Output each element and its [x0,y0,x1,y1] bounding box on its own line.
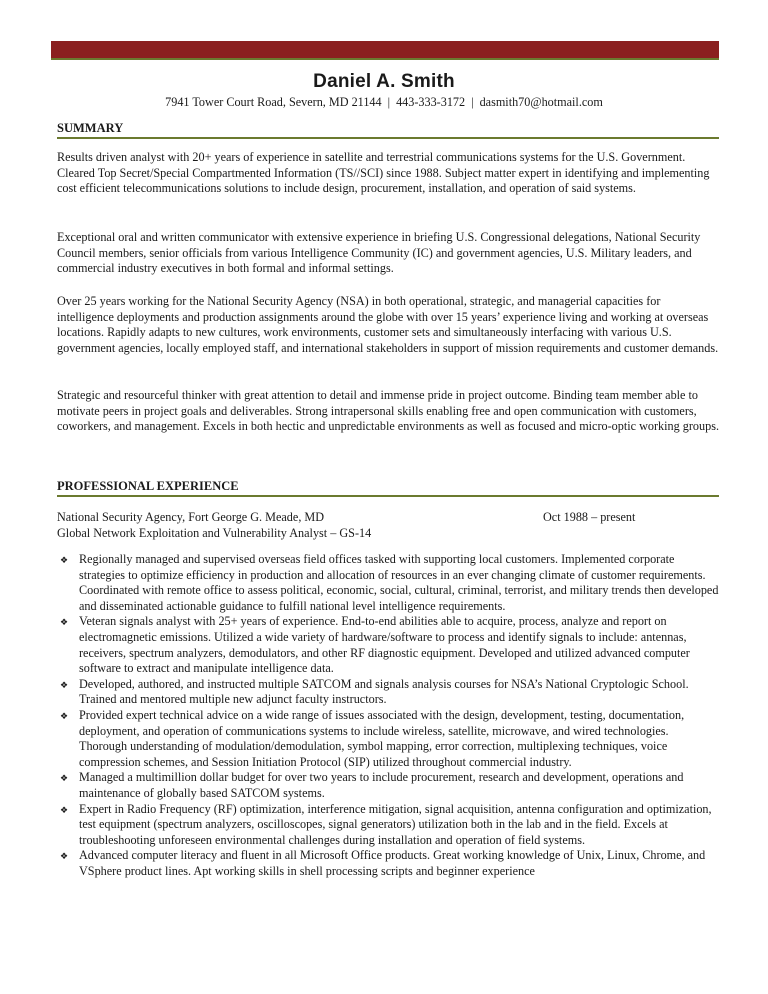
employer: National Security Agency, Fort George G. Meade, MD [57,510,325,524]
summary-paragraph-3: Over 25 years working for the National Security Agency (NSA) in both operational, strategic, and managerial capacities for intelligence deployments and production assignments around the globe with over 15 years’ experience living and working at overseas locations. Rapidly adapts to new cultures, work environments, customer sets and simultaneously interfacing with various U.S. government agencies, locally employed staff, and international stakeholders in support of mission requirements and customer demands. [57,294,719,355]
contact-line [0,95,768,110]
experience-rule [57,495,719,497]
list-item [57,552,719,614]
separator: | [471,95,474,109]
summary-heading: SUMMARY [57,121,124,135]
bullet-icon: ❖ [60,710,69,721]
bullet-text: Expert in Radio Frequency (RF) optimization, interference mitigation, signal acquisition, antenna configuration and optimization, test equipment (spectrum analyzers, oscilloscopes, signal generators) utilization both in the lab and in the field. Excels at troubleshooting unforeseen environmental challenges during installation and operation of field systems. [79,801,712,847]
bullet-text: Veteran signals analyst with 25+ years of experience. End-to-end abilities able to acquire, process, analyze and report on electromagnetic emissions. Utilized a wide variety of hardware/software to process and identify signals to include: antennas, receivers, spectrum analyzers, demodulators, and other RF diagnostic equipment. Developed and utilized advanced computer software to extract and manipulate intelligence data. [79,614,690,676]
address: 7941 Tower Court Road, Severn, MD 21144 [165,95,382,109]
candidate-name: Daniel A. Smith [313,71,455,92]
job-dates: Oct 1988 – present [543,510,636,524]
email: dasmith70@hotmail.com [479,95,603,109]
experience-bullets [57,552,719,879]
bullet-icon: ❖ [60,679,69,690]
bullet-icon: ❖ [60,773,69,784]
list-item [57,677,719,708]
bullet-icon: ❖ [60,555,69,565]
bullet-text: Regionally managed and supervised overseas field offices tasked with supporting local customers. Implemented corporate strategies to optimize efficiency in production and allocation of resources in an ever changing climate of customer requirements. Coordinated with remote office to assess political, economic, social, cultural, criminal, terrorist, and military trends then developed and disseminated actionable guidance to fulfill national level intelligence requirements. [79,552,719,613]
header-accent-bar [51,41,719,60]
bullet-text: Developed, authored, and instructed multiple SATCOM and signals analysis courses for NSA’s National Cryptologic School. Trained and mentored multiple new adjunct faculty instructors. [79,676,689,707]
summary-paragraph-1: Results driven analyst with 20+ years of experience in satellite and terrestrial communications systems for the U.S. Government. Cleared Top Secret/Special Compartmented Information (TS//SCI) since 1988. Subject matter expert in identifying and implementing cost efficient telecommunications solutions to include design, procurement, installation, and operation of said systems. [57,150,710,196]
list-item [57,708,719,770]
list-item [57,848,719,879]
bullet-icon: ❖ [60,851,69,862]
summary-rule [57,137,719,139]
phone: 443-333-3172 [396,95,466,109]
summary-paragraph-4: Strategic and resourceful thinker with great attention to detail and immense pride in project outcome. Binding team member able to motivate peers in project goals and deliverables. Strong intrapersonal skills enabling free and open communication with customers, coworkers, and management. Excels in both hectic and unpredictable environments as well as focused and micro-optic working groups. [57,388,719,434]
bullet-icon: ❖ [60,617,69,628]
job-title: Global Network Exploitation and Vulnerability Analyst – GS-14 [57,526,372,540]
bullet-text: Managed a multimillion dollar budget for over two years to include procurement, research and development, operations and maintenance of globally based SATCOM systems. [79,770,684,800]
bullet-icon: ❖ [60,804,69,815]
bullet-text: Advanced computer literacy and fluent in all Microsoft Office products. Great working knowledge of Unix, Linux, Chrome, and VSphere product lines. Apt working skills in shell processing scripts and beginner experience [79,848,706,878]
list-item [57,802,719,849]
experience-heading: PROFESSIONAL EXPERIENCE [57,479,239,493]
list-item [57,770,719,801]
bullet-text: Provided expert technical advice on a wide range of issues associated with the design, development, testing, documentation, deployment, and operation of communications systems to include wireless, satellite, microwave, and wired technologies. Thorough understanding of modulation/demodulation, symbol mapping, error correction, multiplexing techniques, voice compression schemes, and Session Initiation Protocol (SIP) utilized throughout commercial industry. [79,707,685,769]
summary-paragraph-2: Exceptional oral and written communicator with extensive experience in briefing U.S. Congressional delegations, National Security Council members, senior officials from various Intelligence Community (IC) and government agencies, U.S. Military leaders, and commercial industry executives in both formal and informal settings. [57,230,701,276]
separator: | [387,95,391,109]
list-item [57,614,719,676]
